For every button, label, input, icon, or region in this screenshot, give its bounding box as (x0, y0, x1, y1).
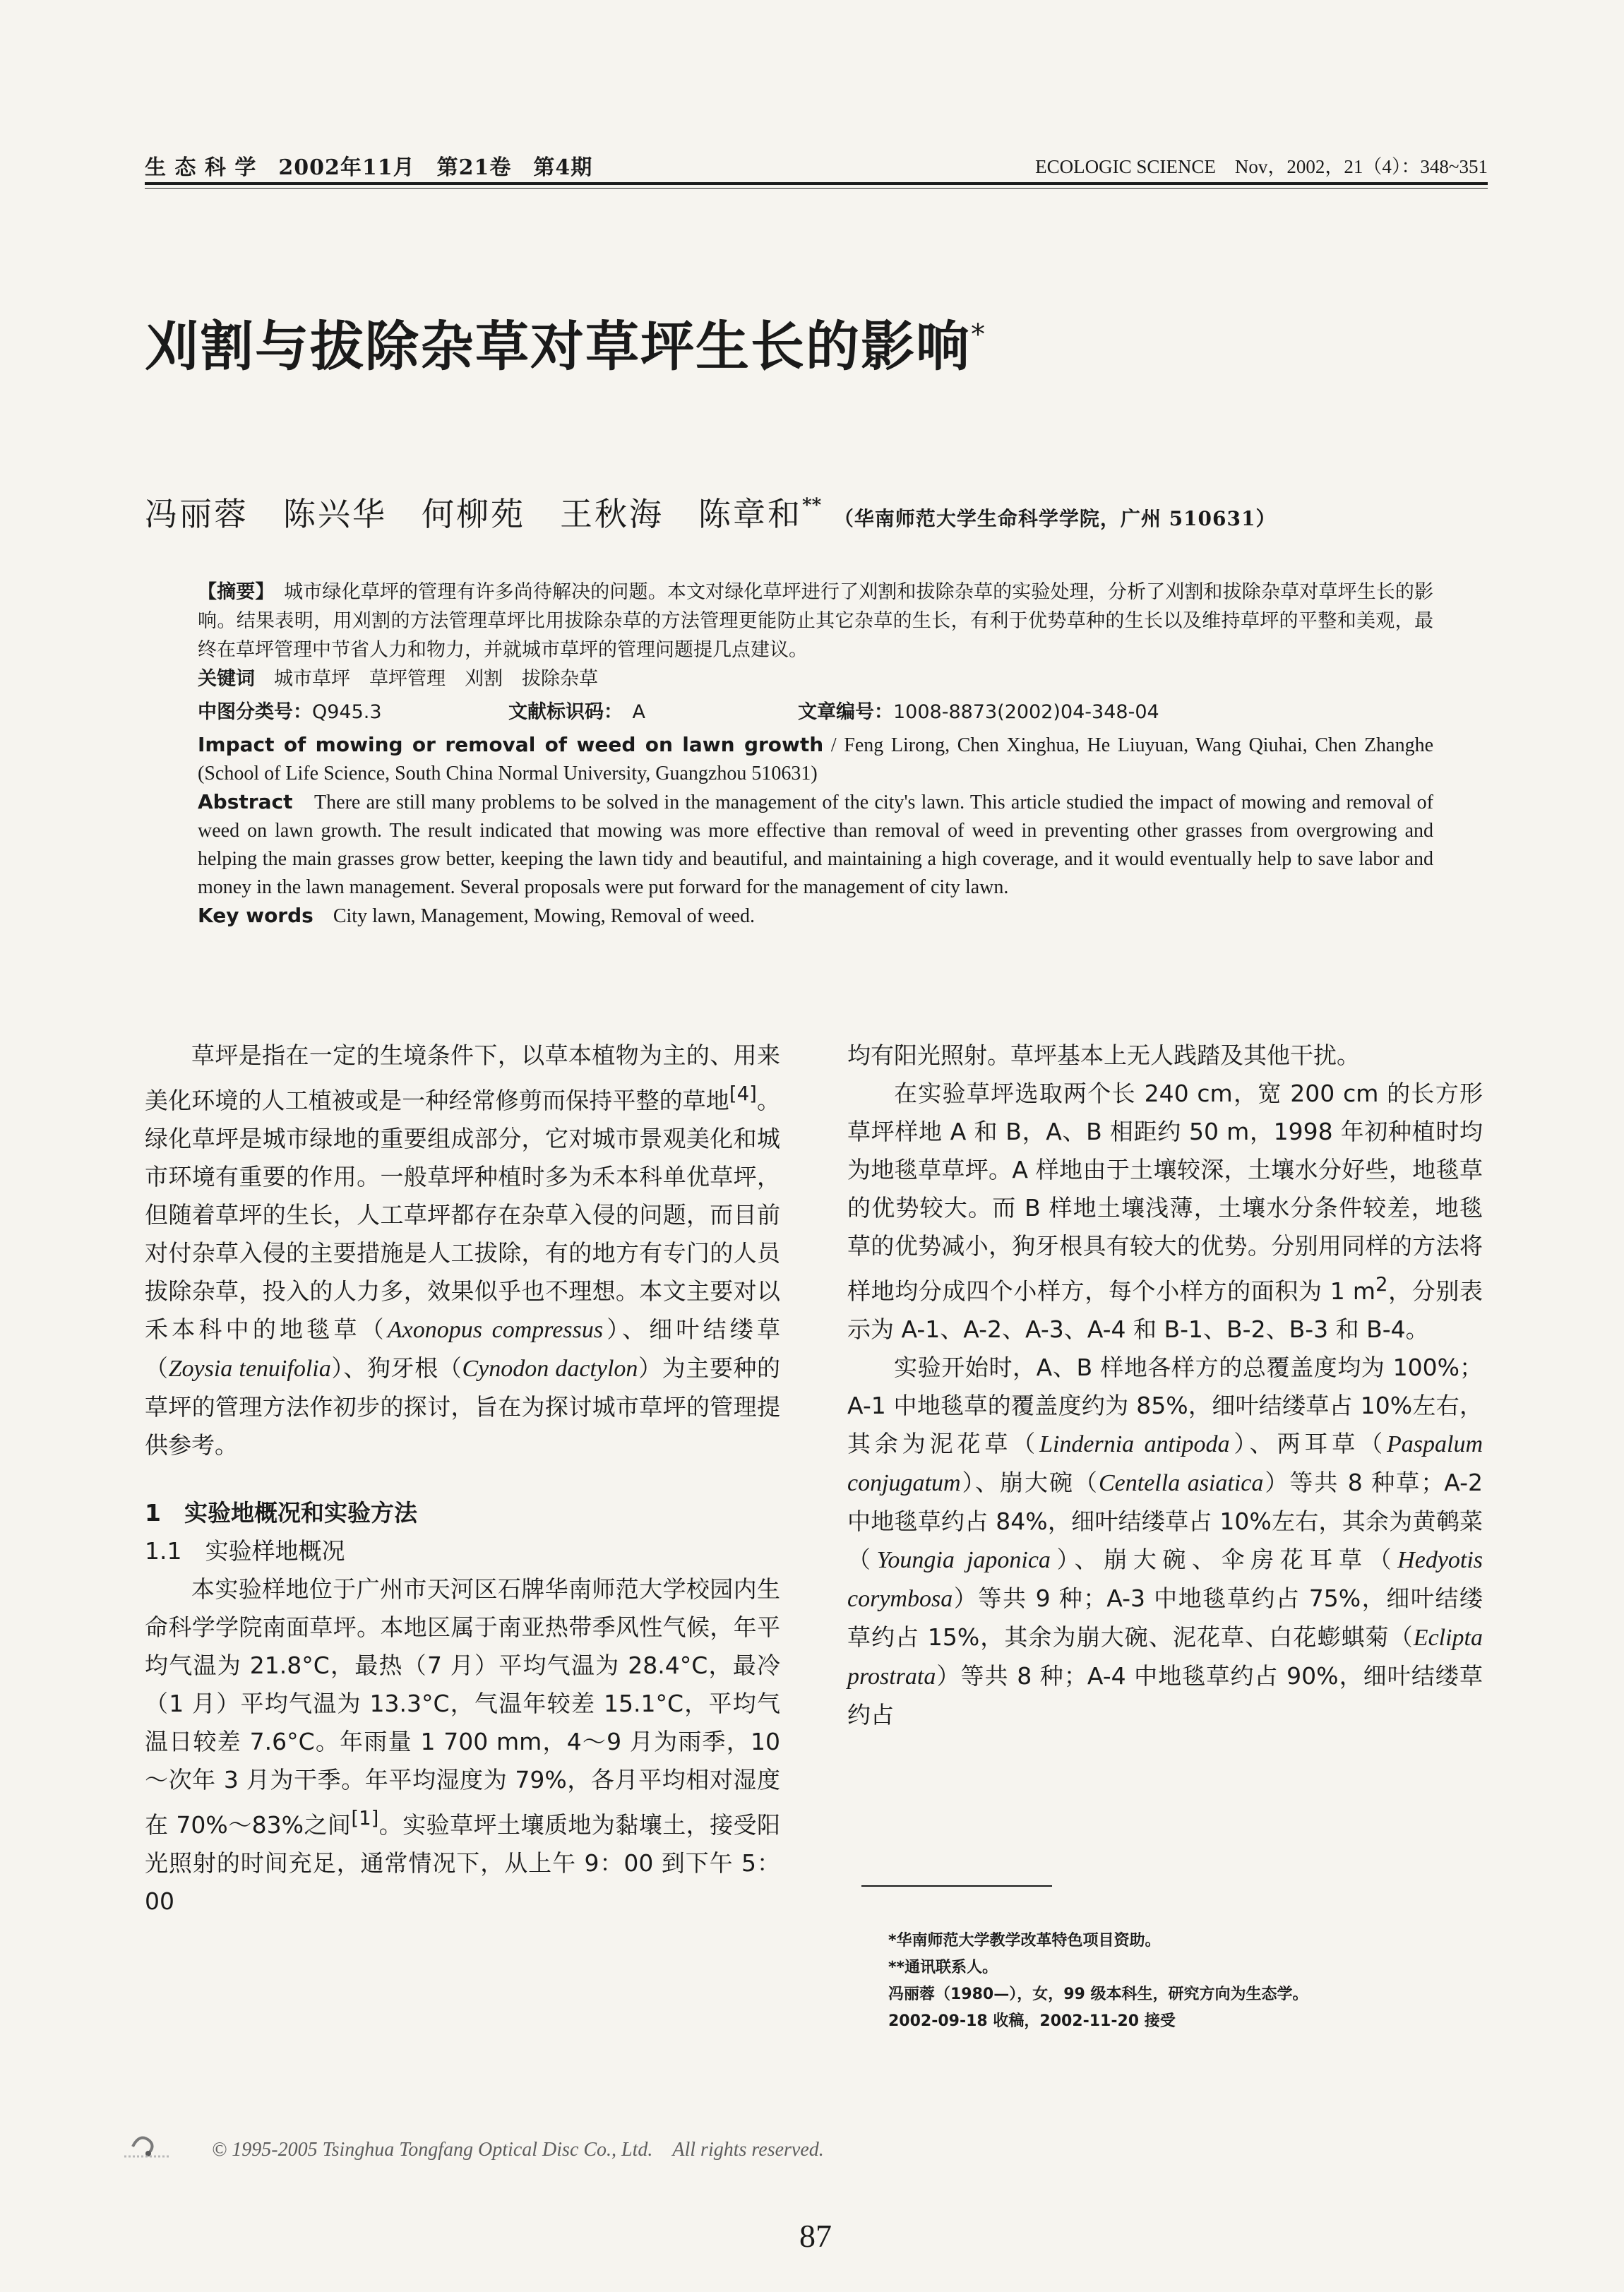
footnote-author-bio: 冯丽蓉（1980—），女，99 级本科生，研究方向为生态学。 (888, 1986, 1308, 2003)
species-name: Cynodon dactylon (462, 1356, 638, 1382)
cnki-logo-icon (120, 2125, 184, 2161)
plot-paragraph: 在实验草坪选取两个长 240 cm，宽 200 cm 的长方形草坪样地 A 和 B，A、B 相距约 50 m，1998 年初种植时均为地毯草草坪。A 样地由于土壤较深，土壤水分好些，地毯草的优势较大。而 B 样地土壤浅薄，土壤水分条件较差，地毯草的优势减小，狗牙根具有较大的优势。分别用同样的方法将样地均分成四个小样方，每个小样方的面积为 1 $m^2$，分别表示为 A-1、A-2、A-3、A-4 和 B-1、B-2、B-3 和 B-4。 (847, 1080, 1483, 1343)
author-line (145, 489, 1276, 535)
header-rule-thin (145, 188, 1488, 189)
species-name: Axonopus compressus (387, 1317, 604, 1343)
species-name: Eclipta prostrata (847, 1625, 1483, 1690)
english-authors: / Feng Lirong, Chen Xinghua, He Liuyuan, Wang Qiuhai, Chen Zhanghe (School of Life Science, South China Normal University, Guangzhou 510631) (198, 734, 1434, 784)
species-name: Youngia japonica (876, 1547, 1051, 1573)
intro-paragraph: 草坪是指在一定的生境条件下，以草本植物为主的、用来美化环境的人工植被或是一种经常修剪而保持平整的草地[4]。绿化草坪是城市绿地的重要组成部分，它对城市景观美化和城市环境有重要的作用。一般草坪种植时多为禾本科单优草坪，但随着草坪的生长，人工草坪都存在杂草入侵的问题，而目前对付杂草入侵的主要措施是人工拔除，有的地方有专门的人员拔除杂草，投入的人力多，效果似乎也不理想。本文主要对以禾本科中的地毯草（Axonopus compressus）、细叶结缕草（Zoysia tenuifolia）、狗牙根（Cynodon dactylon）为主要种的草坪的管理方法作初步的探讨，旨在为探讨城市草坪的管理提供参考。 (145, 1041, 781, 1459)
body-column-right (847, 1037, 1483, 1734)
corresponding-mark: ** (802, 495, 822, 516)
footnote-rule (861, 1885, 1052, 1887)
affiliation: （华南师范大学生命科学学院，广州 510631） (833, 507, 1277, 530)
species-name: Paspalum conjugatum (847, 1431, 1483, 1496)
footnote-funding: *华南师范大学教学改革特色项目资助。 (888, 1932, 1161, 1950)
keywords-cn-text: 城市草坪 草坪管理 刈割 拔除杂草 (274, 668, 598, 690)
keywords-cn (198, 664, 1433, 693)
abstract-block (198, 578, 1433, 931)
species-name: Zoysia tenuifolia (168, 1356, 331, 1382)
doc-code-field: 文献标识码： A (508, 701, 645, 723)
article-number-field: 文章编号：1008-8873(2002)04-348-04 (798, 701, 1159, 723)
continued-paragraph: 均有阳光照射。草坪基本上无人践踏及其他干扰。 (847, 1041, 1360, 1069)
abstract-cn (198, 578, 1433, 664)
subsection-heading: 1.1 实验样地概况 (145, 1537, 345, 1565)
species-name: Centella asiatica (1099, 1470, 1264, 1496)
authors: 冯丽蓉 陈兴华 何柳苑 王秋海 陈章和 (145, 495, 802, 533)
species-name: Hedyotis corymbosa (847, 1547, 1483, 1612)
english-keywords-label: Key words (198, 904, 314, 927)
footnotes (888, 1928, 1467, 2035)
citation-ref: [4] (729, 1082, 757, 1105)
citation-ref: [1] (351, 1807, 379, 1830)
english-title: Impact of mowing or removal of weed on lawn growth (198, 733, 824, 756)
journal-header-cn: 生 态 科 学 2002年11月 第21卷 第4期 (145, 155, 593, 180)
site-paragraph: 本实验样地位于广州市天河区石牌华南师范大学校园内生命科学学院南面草坪。本地区属于南亚热带季风性气候，年平均气温为 21.8°C，最热（7 月）平均气温为 28.4°C，最冷（1 月）平均气温为 13.3°C，气温年较差 15.1°C，平均气温日较差 7.6°C。年雨量 1 700 mm，4～9 月为雨季，10～次年 3 月为干季。年平均湿度为 79%，各月平均相对湿度在 70%～83%之间[1]。实验草坪土壤质地为黏壤土，接受阳光照射的时间充足，通常情况下，从上午 9：00 到下午 5：00 (145, 1575, 781, 1915)
abstract-cn-text: 城市绿化草坪的管理有许多尚待解决的问题。本文对绿化草坪进行了刈割和拔除杂草的实验处理，分析了刈割和拔除杂草对草坪生长的影响。结果表明，用刈割的方法管理草坪比用拔除杂草的方法管理更能防止其它杂草的生长，有利于优势草种的生长以及维持草坪的平整和美观，最终在草坪管理中节省人力和物力，并就城市草坪的管理问题提几点建议。 (198, 581, 1434, 661)
paper-title: 刈割与拔除杂草对草坪生长的影响* (145, 315, 986, 378)
english-abstract (198, 788, 1433, 902)
body-column-left (145, 1037, 780, 1921)
keywords-cn-label: 关键词 (198, 668, 255, 690)
english-keywords (198, 902, 1433, 931)
page-number: 87 (799, 2218, 832, 2254)
footnote-dates: 2002-09-18 收稿，2002-11-20 接受 (888, 2012, 1176, 2030)
copyright-notice: © 1995-2005 Tsinghua Tongfang Optical Disc Co., Ltd. All rights reserved. (212, 2139, 824, 2161)
section-heading: 1 实验地概况和实验方法 (145, 1499, 417, 1527)
title-footnote-mark: * (971, 318, 986, 351)
clc-field: 中图分类号：Q945.3 (198, 701, 382, 723)
english-keywords-text: City lawn, Management, Mowing, Removal of weed. (333, 905, 756, 927)
species-name: Lindernia antipoda (1039, 1431, 1230, 1457)
classification-row (198, 698, 1433, 727)
english-abstract-text: There are still many problems to be solved in the management of the city's lawn. This article studied the impact of mowing and removal of weed on lawn growth. The result indicated that mowing was more effective than removal of weed in preventing other grasses from overgrowing and helping the main grasses grow better, keeping the lawn tidy and beautiful, and maintaining a high coverage, and it would eventually help to save labor and money in the lawn management. Several proposals were put forward for the management of city lawn. (198, 792, 1433, 898)
abstract-cn-label: 【摘要】 (198, 581, 265, 603)
footnote-corresponding: **通讯联系人。 (888, 1959, 998, 1976)
journal-header-en: ECOLOGIC SCIENCE Nov，2002，21（4）：348~351 (1035, 156, 1488, 177)
header-rule (145, 182, 1488, 185)
english-title-authors (198, 731, 1433, 788)
coverage-paragraph: 实验开始时，A、B 样地各样方的总覆盖度均为 100%；A-1 中地毯草的覆盖度约为 85%，细叶结缕草占 10%左右，其余为泥花草（Lindernia antipoda）、两耳草（Paspalum conjugatum）、崩大碗（Centella asiatica）等共 8 种草；A-2 中地毯草约占 84%，细叶结缕草占 10%左右，其余为黄鹌菜（Youngia japonica）、崩大碗、伞房花耳草（Hedyotis corymbosa）等共 9 种；A-3 中地毯草约占 75%，细叶结缕草约占 15%，其余为崩大碗、泥花草、白花蟛蜞菊（Eclipta prostrata）等共 8 种；A-4 中地毯草约占 90%，细叶结缕草约占 (847, 1354, 1483, 1729)
english-abstract-label: Abstract (198, 790, 293, 813)
